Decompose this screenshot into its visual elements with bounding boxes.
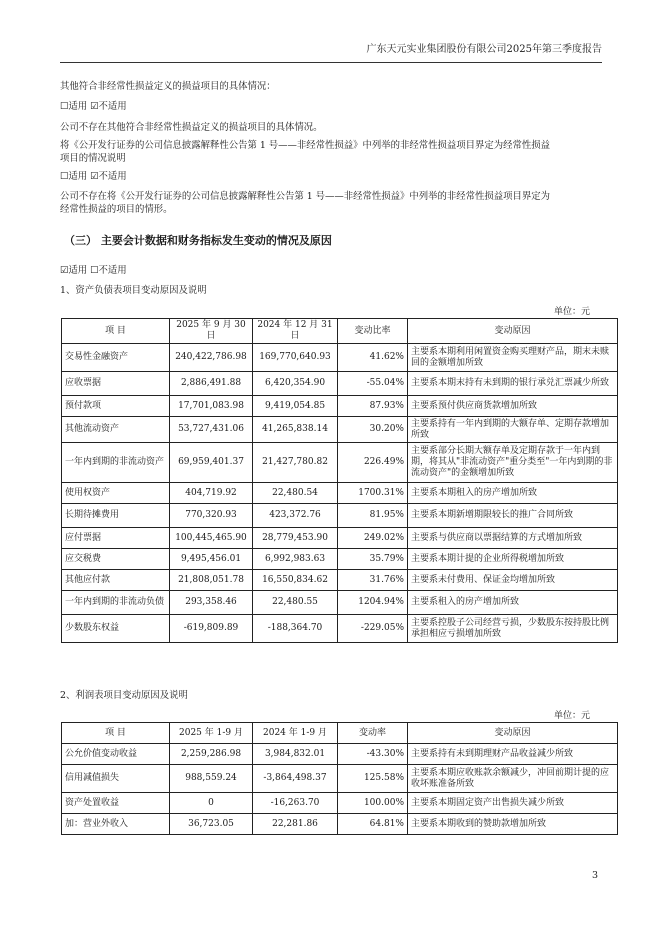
- row-rate: 35.79%: [338, 549, 408, 570]
- row-previous: -3,864,498.37: [253, 765, 338, 793]
- row-reason: 主要系本期新增期限较长的推广合同所致: [408, 504, 618, 528]
- intro-line3a: 将《公开发行证券的公司信息披露解释性公告第 1 号——非经常性损益》中列举的非经常性损益项目界定为经常性损益: [60, 140, 551, 151]
- row-rate: 87.93%: [338, 396, 408, 417]
- row-item: 公允价值变动收益: [62, 744, 170, 765]
- row-reason: 主要系租入的房产增加所致: [408, 591, 618, 615]
- row-item: 一年内到期的非流动资产: [62, 443, 170, 483]
- row-reason: 主要系预付供应商货款增加所致: [408, 396, 618, 417]
- row-reason: 主要系本期末持有未到期的银行承兑汇票减少所致: [408, 372, 618, 396]
- row-rate: 30.20%: [338, 417, 408, 443]
- row-previous: 28,779,453.90: [253, 528, 338, 549]
- intro-check1: ☐适用 ☑不适用: [60, 101, 127, 112]
- row-item: 一年内到期的非流动负债: [62, 591, 170, 615]
- table-row: [62, 793, 618, 814]
- row-current: -619,809.89: [170, 615, 253, 643]
- col-rate: 变动比率: [338, 319, 408, 344]
- row-previous: 22,281.86: [253, 814, 338, 835]
- row-rate: -43.30%: [338, 744, 408, 765]
- row-previous: -16,263.70: [253, 793, 338, 814]
- row-previous: -188,364.70: [253, 615, 338, 643]
- table-row: [62, 396, 618, 417]
- row-item: 应交税费: [62, 549, 170, 570]
- row-current: 293,358.46: [170, 591, 253, 615]
- income-heading: 2、利润表项目变动原因及说明: [60, 690, 188, 701]
- income-unit: 单位：元: [553, 711, 590, 721]
- row-reason: 主要系本期利用闲置资金购买理财产品，期末未赎回的金额增加所致: [408, 344, 618, 372]
- row-reason: 主要系本期计提的企业所得税增加所致: [408, 549, 618, 570]
- row-rate: 64.81%: [338, 814, 408, 835]
- row-reason: 主要系控股子公司经营亏损，少数股东按持股比例承担相应亏损增加所致: [408, 615, 618, 643]
- row-rate: -229.05%: [338, 615, 408, 643]
- row-item: 应付票据: [62, 528, 170, 549]
- table-row: [62, 417, 618, 443]
- table-row: [62, 443, 618, 483]
- row-reason: 主要系部分长期大额存单及定期存款于一年内到期，将其从"非流动资产"重分类至"一年内到期的非流动资产"的金额增加所致: [408, 443, 618, 483]
- row-current: 53,727,431.06: [170, 417, 253, 443]
- table-row: [62, 504, 618, 528]
- row-current: 770,320.93: [170, 504, 253, 528]
- row-current: 36,723.05: [170, 814, 253, 835]
- row-rate: 100.00%: [338, 793, 408, 814]
- row-previous: 22,480.55: [253, 591, 338, 615]
- row-previous: 6,420,354.90: [253, 372, 338, 396]
- row-current: 100,445,465.90: [170, 528, 253, 549]
- section-check: ☑适用 ☐不适用: [60, 265, 127, 276]
- income-table: [61, 722, 618, 835]
- row-item: 交易性金融资产: [62, 344, 170, 372]
- row-current: 240,422,786.98: [170, 344, 253, 372]
- row-reason: 主要系本期应收账款余额减少，冲回前期计提的应收坏账准备所致: [408, 765, 618, 793]
- row-rate: 226.49%: [338, 443, 408, 483]
- row-previous: 22,480.54: [253, 483, 338, 504]
- row-item: 预付款项: [62, 396, 170, 417]
- table-row: [62, 765, 618, 793]
- row-rate: 1700.31%: [338, 483, 408, 504]
- row-reason: 主要系未付费用、保证金均增加所致: [408, 570, 618, 591]
- col-previous: 2024 年 1-9 月: [253, 723, 338, 744]
- col-item: 项 目: [62, 319, 170, 344]
- balance-header-row: [62, 319, 618, 344]
- row-reason: 主要系持有一年内到期的大额存单、定期存款增加所致: [408, 417, 618, 443]
- company-report-title: 广东天元实业集团股份有限公司2025年第三季度报告: [366, 44, 602, 55]
- table-row: [62, 344, 618, 372]
- page-number: 3: [592, 870, 599, 881]
- col-item: 项 目: [62, 723, 170, 744]
- row-current: 69,959,401.37: [170, 443, 253, 483]
- row-item: 信用减值损失: [62, 765, 170, 793]
- col-current: 2025 年 9 月 30 日: [170, 319, 253, 344]
- col-rate: 变动率: [338, 723, 408, 744]
- page-header: [60, 40, 602, 63]
- table-row: [62, 549, 618, 570]
- row-item: 其他应付款: [62, 570, 170, 591]
- row-previous: 41,265,838.14: [253, 417, 338, 443]
- intro-line2: 公司不存在其他符合非经常性损益定义的损益项目的具体情况。: [60, 122, 323, 133]
- intro-line4b: 经常性损益的项目的情形。: [60, 204, 173, 215]
- row-reason: 主要系持有未到期理财产品收益减少所致: [408, 744, 618, 765]
- row-current: 2,886,491.88: [170, 372, 253, 396]
- row-reason: 主要系本期收到的赞助款增加所致: [408, 814, 618, 835]
- row-rate: 1204.94%: [338, 591, 408, 615]
- row-previous: 3,984,832.01: [253, 744, 338, 765]
- intro-line3b: 项目的情况说明: [60, 153, 126, 164]
- table-row: [62, 744, 618, 765]
- row-previous: 423,372.76: [253, 504, 338, 528]
- row-reason: 主要系与供应商以票据结算的方式增加所致: [408, 528, 618, 549]
- row-reason: 主要系本期租入的房产增加所致: [408, 483, 618, 504]
- row-rate: 249.02%: [338, 528, 408, 549]
- section-title: （三） 主要会计数据和财务指标发生变动的情况及原因: [64, 234, 332, 247]
- col-current: 2025 年 1-9 月: [170, 723, 253, 744]
- col-reason: 变动原因: [408, 319, 618, 344]
- row-current: 21,808,051.78: [170, 570, 253, 591]
- row-current: 9,495,456.01: [170, 549, 253, 570]
- income-header-row: [62, 723, 618, 744]
- row-previous: 6,992,983.63: [253, 549, 338, 570]
- row-item: 加：营业外收入: [62, 814, 170, 835]
- row-current: 0: [170, 793, 253, 814]
- row-current: 2,259,286.98: [170, 744, 253, 765]
- row-rate: 41.62%: [338, 344, 408, 372]
- row-rate: 31.76%: [338, 570, 408, 591]
- balance-unit: 单位：元: [553, 307, 590, 317]
- row-reason: 主要系本期固定资产出售损失减少所致: [408, 793, 618, 814]
- row-previous: 169,770,640.93: [253, 344, 338, 372]
- row-rate: -55.04%: [338, 372, 408, 396]
- balance-table: [61, 318, 618, 643]
- col-reason: 变动原因: [408, 723, 618, 744]
- row-item: 应收票据: [62, 372, 170, 396]
- row-item: 长期待摊费用: [62, 504, 170, 528]
- table-row: [62, 372, 618, 396]
- balance-heading: 1、资产负债表项目变动原因及说明: [60, 285, 207, 296]
- row-item: 少数股东权益: [62, 615, 170, 643]
- table-row: [62, 570, 618, 591]
- row-item: 使用权资产: [62, 483, 170, 504]
- row-previous: 9,419,054.85: [253, 396, 338, 417]
- row-previous: 16,550,834.62: [253, 570, 338, 591]
- row-item: 资产处置收益: [62, 793, 170, 814]
- row-previous: 21,427,780.82: [253, 443, 338, 483]
- intro-check2: ☐适用 ☑不适用: [60, 171, 127, 182]
- intro-line1: 其他符合非经常性损益定义的损益项目的具体情况：: [60, 81, 276, 92]
- table-row: [62, 615, 618, 643]
- intro-line4a: 公司不存在将《公开发行证券的公司信息披露解释性公告第 1 号——非经常性损益》中列举的非经常性损益项目界定为: [60, 191, 551, 202]
- table-row: [62, 814, 618, 835]
- row-rate: 81.95%: [338, 504, 408, 528]
- row-item: 其他流动资产: [62, 417, 170, 443]
- row-current: 988,559.24: [170, 765, 253, 793]
- table-row: [62, 591, 618, 615]
- row-rate: 125.58%: [338, 765, 408, 793]
- table-row: [62, 528, 618, 549]
- row-current: 404,719.92: [170, 483, 253, 504]
- row-current: 17,701,083.98: [170, 396, 253, 417]
- col-previous: 2024 年 12 月 31 日: [253, 319, 338, 344]
- table-row: [62, 483, 618, 504]
